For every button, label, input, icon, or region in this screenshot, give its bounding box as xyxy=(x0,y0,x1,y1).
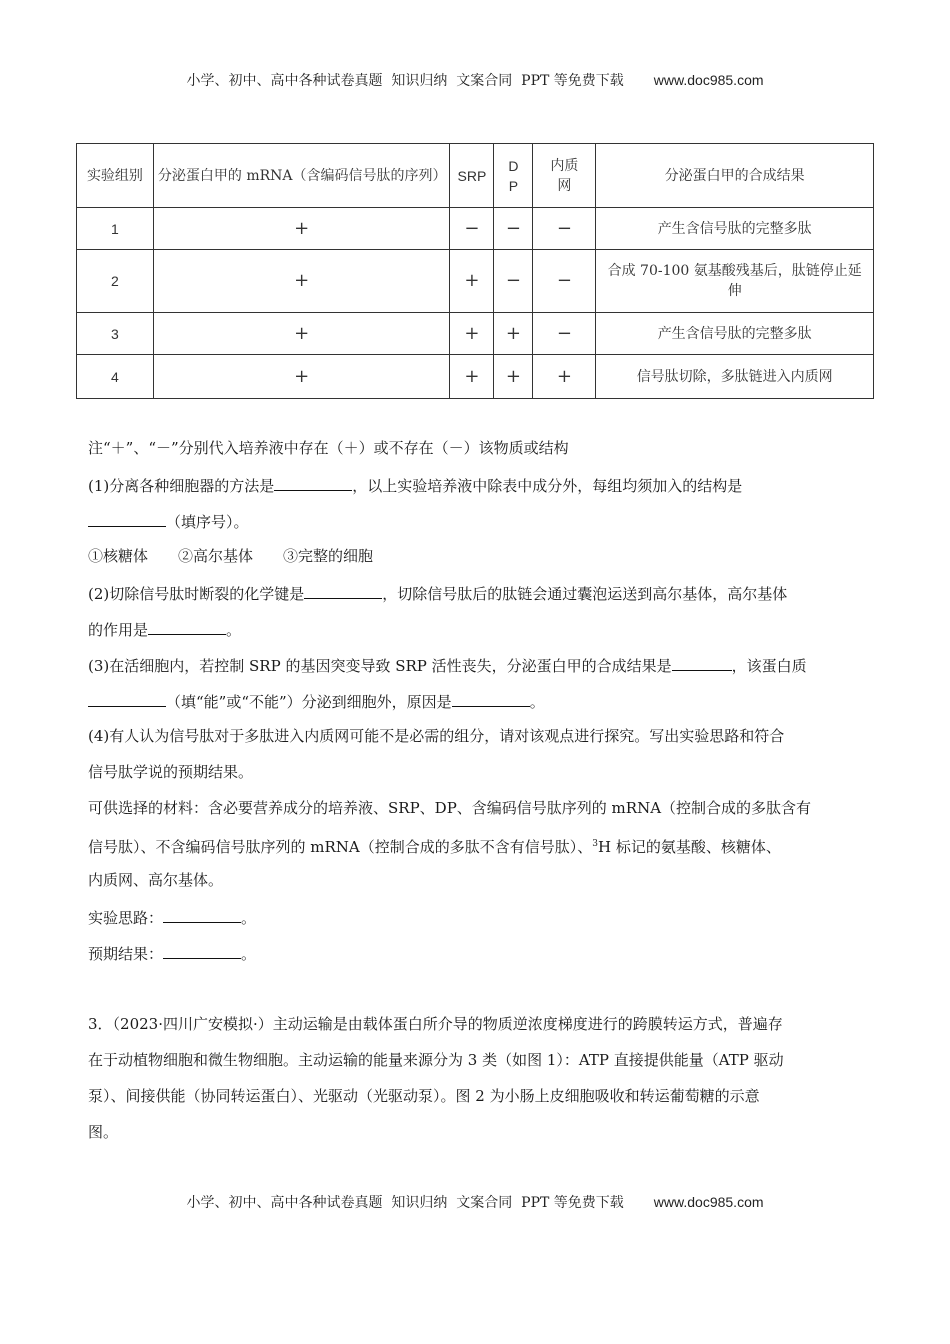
table-row xyxy=(77,355,874,399)
cell-result: 合成 70-100 氨基酸残基后，肽链停止延伸 xyxy=(596,250,874,313)
cell-group: 4 xyxy=(77,355,154,399)
cell-mrna: + xyxy=(153,208,450,250)
cell-er: − xyxy=(533,208,596,250)
expected-result: 预期结果： 。 xyxy=(88,942,868,964)
cell-group: 1 xyxy=(77,208,154,250)
question-3-line1: 3．（2023·四川广安模拟·）主动运输是由载体蛋白所介导的物质逆浓度梯度进行的跨膜转运方式，普遍存 xyxy=(88,1015,783,1033)
cell-result: 产生含信号肽的完整多肽 xyxy=(596,313,874,355)
question-3-line1: (3)在活细胞内，若控制 SRP 的基因突变导致 SRP 活性丧失，分泌蛋白甲的合成结果是 ，该蛋白质 xyxy=(88,654,868,676)
cell-group: 2 xyxy=(77,250,154,313)
cell-er: − xyxy=(533,250,596,313)
cell-result: 产生含信号肽的完整多肽 xyxy=(596,208,874,250)
cell-srp: + xyxy=(450,355,494,399)
materials-line3: 内质网、高尔基体。 xyxy=(88,871,224,889)
answer-blank[interactable] xyxy=(672,654,732,671)
cell-dp: + xyxy=(494,313,533,355)
footer-text: 小学、初中、高中各种试卷真题 知识归纳 文案合同 PPT 等免费下载 xyxy=(186,1195,624,1211)
question-2-line1: (2)切除信号肽时断裂的化学键是 ，切除信号肽后的肽链会通过囊泡运送到高尔基体，高尔基体 xyxy=(88,582,868,604)
cell-dp: − xyxy=(494,208,533,250)
header-er: 内质网 xyxy=(533,144,596,208)
question-3-line4: 图。 xyxy=(88,1123,119,1141)
question-3-line2: 在于动植物细胞和微生物细胞。主动运输的能量来源分为 3 类（如图 1）：ATP 直接提供能量（ATP 驱动 xyxy=(88,1051,784,1069)
question-2-line2: 的作用是 。 xyxy=(88,618,868,640)
answer-blank[interactable] xyxy=(452,690,530,707)
answer-blank[interactable] xyxy=(274,474,352,491)
cell-mrna: + xyxy=(153,250,450,313)
answer-blank[interactable] xyxy=(304,582,382,599)
question-4-line2: 信号肽学说的预期结果。 xyxy=(88,763,254,781)
cell-srp: − xyxy=(450,208,494,250)
page-footer xyxy=(0,1192,950,1212)
header-result: 分泌蛋白甲的合成结果 xyxy=(596,144,874,208)
materials-line2: 信号肽）、不含编码信号肽序列的 mRNA（控制合成的多肽不含有信号肽）、$^3$H 标记的氨基酸、核糖体、 xyxy=(88,838,781,856)
cell-er: − xyxy=(533,313,596,355)
header-url: www.doc985.com xyxy=(653,72,764,88)
cell-result: 信号肽切除，多肽链进入内质网 xyxy=(596,355,874,399)
header-dp: DP xyxy=(494,144,533,208)
header-group: 实验组别 xyxy=(77,144,154,208)
cell-dp: − xyxy=(494,250,533,313)
answer-blank[interactable] xyxy=(88,690,166,707)
cell-er: + xyxy=(533,355,596,399)
question-1-line1: (1)分离各种细胞器的方法是 ，以上实验培养液中除表中成分外，每组均须加入的结构是 xyxy=(88,474,868,496)
cell-dp: + xyxy=(494,355,533,399)
table-header-row xyxy=(77,144,874,208)
header-mrna: 分泌蛋白甲的 mRNA（含编码信号肽的序列） xyxy=(153,144,450,208)
table-row xyxy=(77,313,874,355)
answer-blank[interactable] xyxy=(148,618,226,635)
table-row xyxy=(77,250,874,313)
question-4-line1: (4)有人认为信号肽对于多肽进入内质网可能不是必需的组分，请对该观点进行探究。写出实验思路和符合 xyxy=(88,727,785,745)
answer-blank[interactable] xyxy=(88,510,166,527)
cell-srp: + xyxy=(450,250,494,313)
table-row xyxy=(77,208,874,250)
experiment-idea: 实验思路： 。 xyxy=(88,906,868,928)
table-note: 注“＋”、“－”分别代入培养液中存在（＋）或不存在（－）该物质或结构 xyxy=(88,439,569,457)
cell-mrna: + xyxy=(153,313,450,355)
question-3-line3: 泵）、间接供能（协同转运蛋白）、光驱动（光驱动泵）。图 2 为小肠上皮细胞吸收和转运葡萄糖的示意 xyxy=(88,1087,760,1105)
header-text: 小学、初中、高中各种试卷真题 知识归纳 文案合同 PPT 等免费下载 xyxy=(186,73,624,89)
answer-blank[interactable] xyxy=(163,906,241,923)
cell-group: 3 xyxy=(77,313,154,355)
question-1-line2: （填序号）。 xyxy=(88,510,868,532)
question-3-line2: （填“能”或“不能”）分泌到细胞外，原因是 。 xyxy=(88,690,868,712)
page-header xyxy=(0,70,950,90)
header-srp: SRP xyxy=(450,144,494,208)
cell-mrna: + xyxy=(153,355,450,399)
cell-srp: + xyxy=(450,313,494,355)
experiment-table xyxy=(76,143,874,399)
footer-url: www.doc985.com xyxy=(653,1194,764,1210)
materials-line1: 可供选择的材料：含必要营养成分的培养液、SRP、DP、含编码信号肽序列的 mRNA（控制合成的多肽含有 xyxy=(88,799,812,817)
answer-blank[interactable] xyxy=(163,942,241,959)
question-1-options: ①核糖体 ②高尔基体 ③完整的细胞 xyxy=(88,547,374,565)
